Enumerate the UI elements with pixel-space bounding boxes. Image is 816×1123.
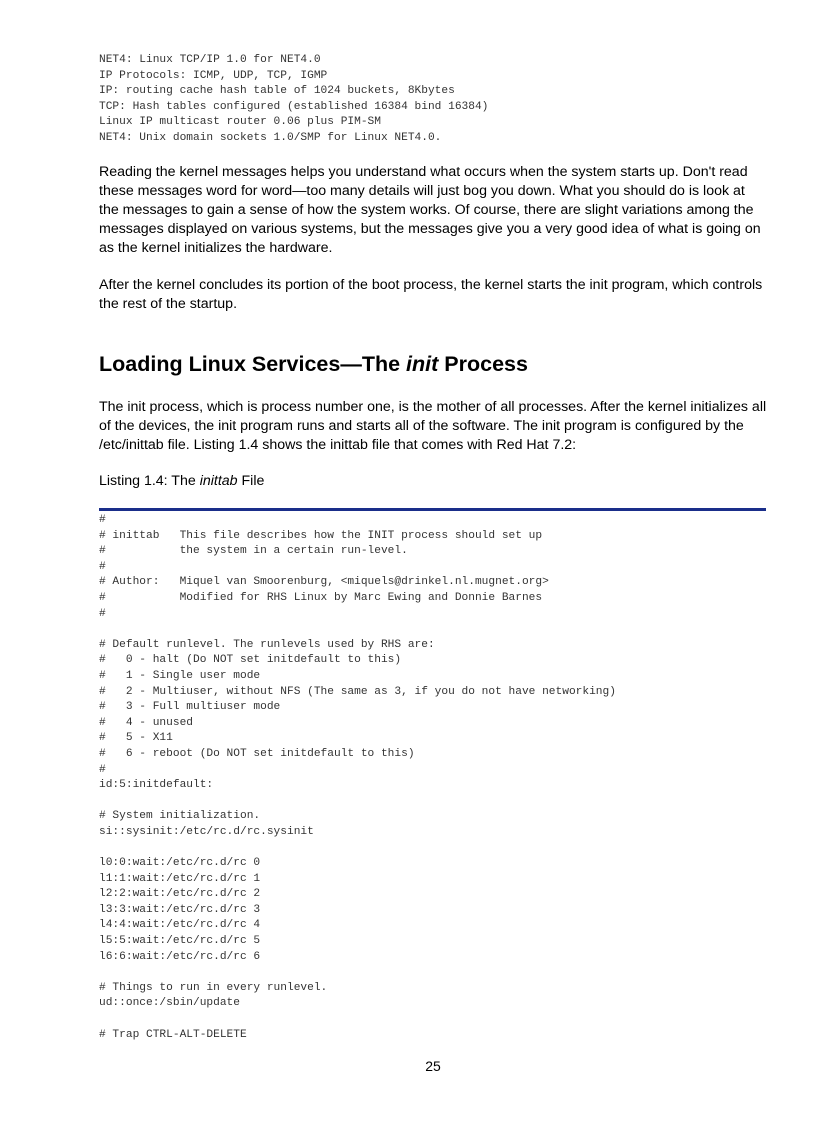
listing-top-rule	[99, 508, 766, 511]
paragraph-init-start: After the kernel concludes its portion of the boot process, the kernel starts the init program, which controls the rest of the startup.	[99, 277, 763, 312]
caption-italic: inittab	[199, 473, 238, 489]
caption-prefix: Listing 1.4: The	[99, 473, 200, 489]
inittab-listing-code: # # inittab This file describes how the INIT process should set up # the system in a certain run-level. # # Author: Miquel van Smoorenburg, <miquels@drinkel.nl.mugnet.org> # Modified for RHS Linux by Marc Ewing and Donnie Barnes # # Default runlevel. The runlevels used by RHS are: # 0 - halt (Do NOT set initdefault to this) # 1 - Single user mode # 2 - Multiuser, without NFS (The same as 3, if you do not have networking) # 3 - Full multiuser mode # 4 - unused # 5 - X11 # 6 - reboot (Do NOT set initdefault to this) # id:5:initdefault: # System initialization. si::sysinit:/etc/rc.d/rc.sysinit l0:0:wait:/etc/rc.d/rc 0 l1:1:wait:/etc/rc.d/rc 1 l2:2:wait:/etc/rc.d/rc 2 l3:3:wait:/etc/rc.d/rc 3 l4:4:wait:/etc/rc.d/rc 4 l5:5:wait:/etc/rc.d/rc 5 l6:6:wait:/etc/rc.d/rc 6 # Things to run in every runlevel. ud::once:/sbin/update # Trap CTRL-ALT-DELETE	[99, 514, 616, 1041]
section-heading	[99, 352, 528, 377]
kernel-messages-code-block: NET4: Linux TCP/IP 1.0 for NET4.0 IP Protocols: ICMP, UDP, TCP, IGMP IP: routing cache hash table of 1024 buckets, 8Kbytes TCP: Hash tables configured (established 16384 bind 16384) Linux IP multicast router 0.06 plus PIM-SM NET4: Unix domain sockets 1.0/SMP for Linux NET4.0.	[99, 54, 489, 144]
heading-prefix: Loading Linux Services—The	[99, 352, 407, 376]
heading-suffix: Process	[438, 352, 528, 376]
heading-italic: init	[406, 352, 439, 376]
paragraph-kernel-messages: Reading the kernel messages helps you understand what occurs when the system starts up. Don't read these messages word for word—too many details will just bog you down. What you should do is look at the messages to gain a sense of how the system works. Of course, there are slight variations among the messages displayed on various systems, but the messages give you a very good idea of what is going on as the kernel initializes the hardware.	[99, 164, 761, 256]
caption-suffix: File	[237, 473, 265, 489]
paragraph-init-process: The init process, which is process number one, is the mother of all processes. After the kernel initializes all of the devices, the init program runs and starts all of the software. The init program is configured by the /etc/inittab file. Listing 1.4 shows the inittab file that comes with Red Hat 7.2:	[99, 399, 767, 453]
listing-caption	[99, 473, 264, 489]
page-number: 25	[425, 1058, 441, 1074]
